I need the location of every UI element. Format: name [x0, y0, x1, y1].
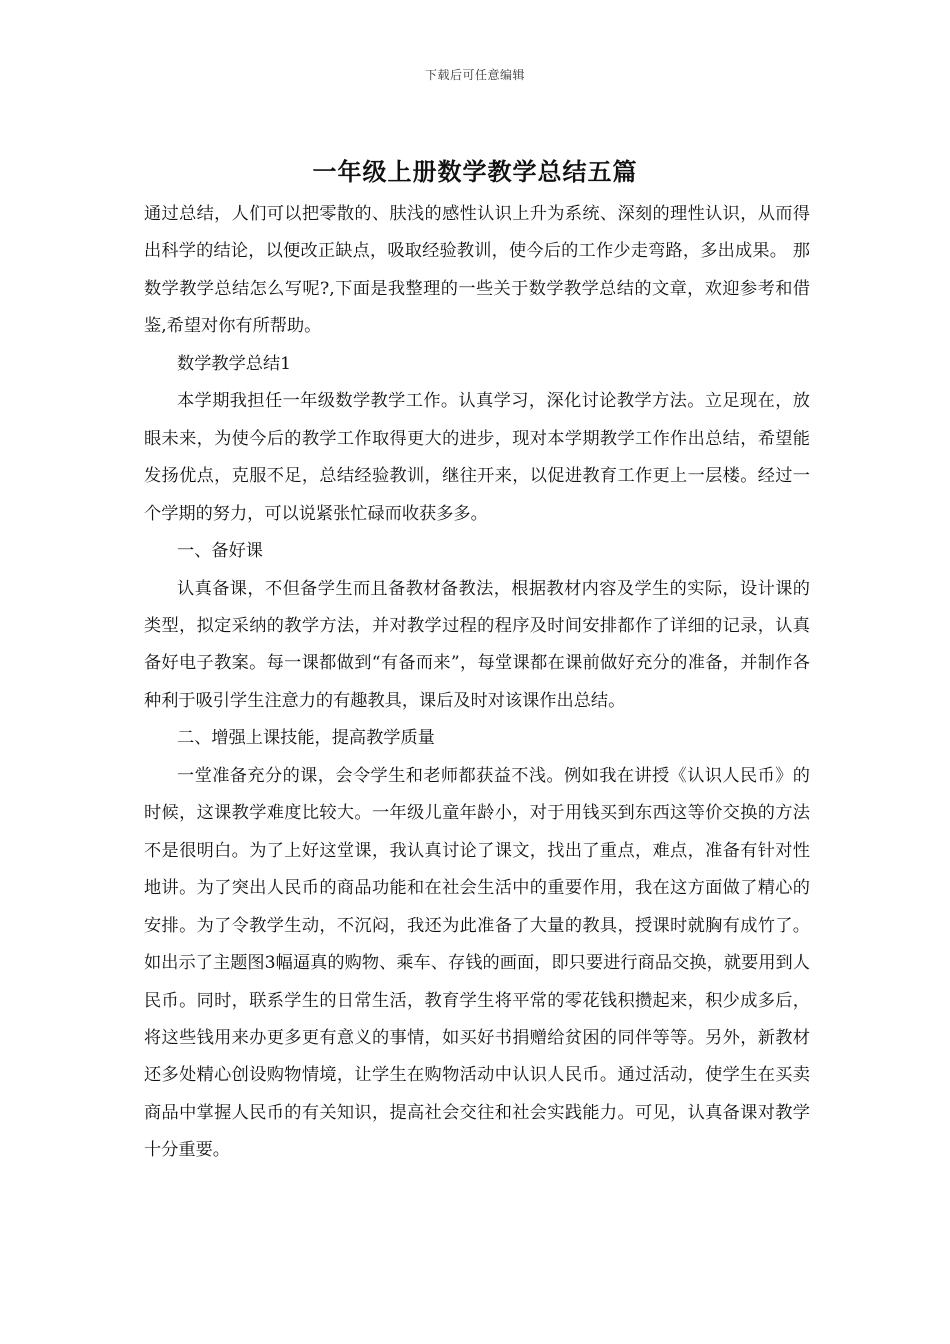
document-body	[144, 196, 810, 1170]
subheading-prepare-lessons: 一、备好课	[177, 541, 263, 562]
document-title: 一年级上册数学教学总结五篇	[312, 157, 638, 186]
subheading-teaching-skills: 二、增强上课技能，提高教学质量	[177, 728, 435, 749]
intro-paragraph: 通过总结，人们可以把零散的、肤浅的感性认识上升为系统、深刻的理性认识，从而得出科学的结论，以便改正缺点，吸取经验教训，使今后的工作少走弯路，多出成果。 那数学教学总结怎么写呢?,下面是我整理的一些关于数学教学总结的文章，欢迎参考和借鉴,希望对你有所帮助。	[144, 204, 810, 337]
body-paragraph: 一堂准备充分的课，会令学生和老师都获益不浅。例如我在讲授《认识人民币》的时候，这课教学难度比较大。一年级儿童年龄小，对于用钱买到东西这等价交换的方法不是很明白。为了上好这堂课，我认真讨论了课文，找出了重点，难点，准备有针对性地讲。为了突出人民币的商品功能和在社会生活中的重要作用，我在这方面做了精心的安排。为了令教学生动，不沉闷，我还为此准备了大量的教具，授课时就胸有成竹了。如出示了主题图3幅逼真的购物、乘车、存钱的画面，即只要进行商品交换，就要用到人民币。同时，联系学生的日常生活，教育学生将平常的零花钱积攒起来，积少成多后，将这些钱用来办更多更有意义的事情，如买好书捐赠给贫困的同伴等等。另外，新教材还多处精心创设购物情境，让学生在购物活动中认识人民币。通过活动，使学生在买卖商品中掌握人民币的有关知识，提高社会交往和社会实践能力。可见，认真备课对教学十分重要。	[144, 765, 810, 1161]
header-note: 下载后可任意编辑	[424, 68, 525, 82]
body-paragraph: 本学期我担任一年级数学教学工作。认真学习，深化讨论教学方法。立足现在，放眼未来，为使今后的教学工作取得更大的进步，现对本学期教学工作作出总结，希望能发扬优点，克服不足，总结经验教训，继往开来，以促进教育工作更上一层楼。经过一个学期的努力，可以说紧张忙碌而收获多多。	[144, 391, 810, 524]
body-paragraph: 认真备课，不但备学生而且备教材备教法，根据教材内容及学生的实际，设计课的类型，拟定采纳的教学方法，并对教学过程的程序及时间安排都作了详细的记录，认真备好电子教案。每一课都做到“有备而来”，每堂课都在课前做好充分的准备，并制作各种利于吸引学生注意力的有趣教具，课后及时对该课作出总结。	[144, 578, 810, 711]
section-heading-summary-1: 数学教学总结1	[177, 353, 292, 374]
